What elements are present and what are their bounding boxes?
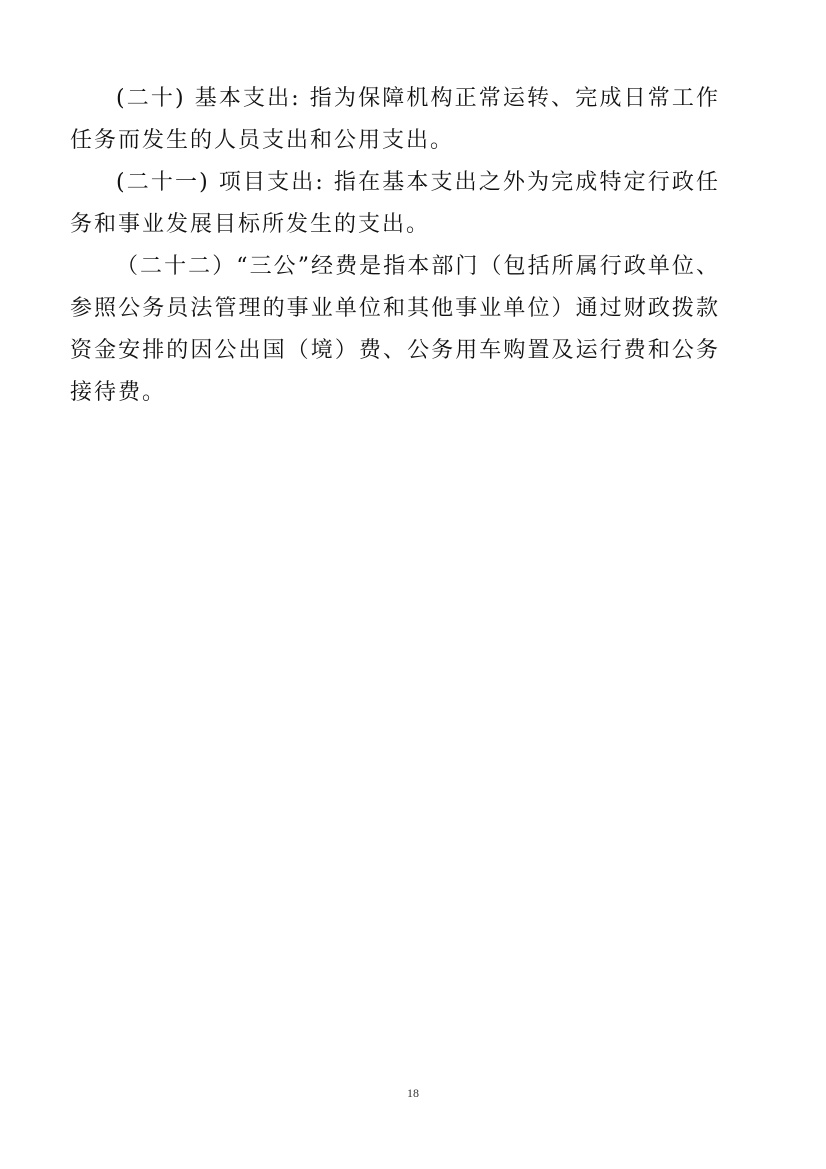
paragraph-three-public-expenses: （二十二）“三公”经费是指本部门（包括所属行政单位、参照公务员法管理的事业单位和其他事业单位）通过财政拨款资金安排的因公出国（境）费、公务用车购置及运行费和公务接待费。 <box>70 254 720 405</box>
document-body <box>70 78 720 414</box>
paragraph-project-expenditure: (二十一) 项目支出: 指在基本支出之外为完成特定行政任务和事业发展目标所发生的支出。 <box>70 170 720 237</box>
paragraph-basic-expenditure: (二十) 基本支出: 指为保障机构正常运转、完成日常工作任务而发生的人员支出和公用支出。 <box>70 86 720 153</box>
page-number: 18 <box>407 1086 419 1100</box>
